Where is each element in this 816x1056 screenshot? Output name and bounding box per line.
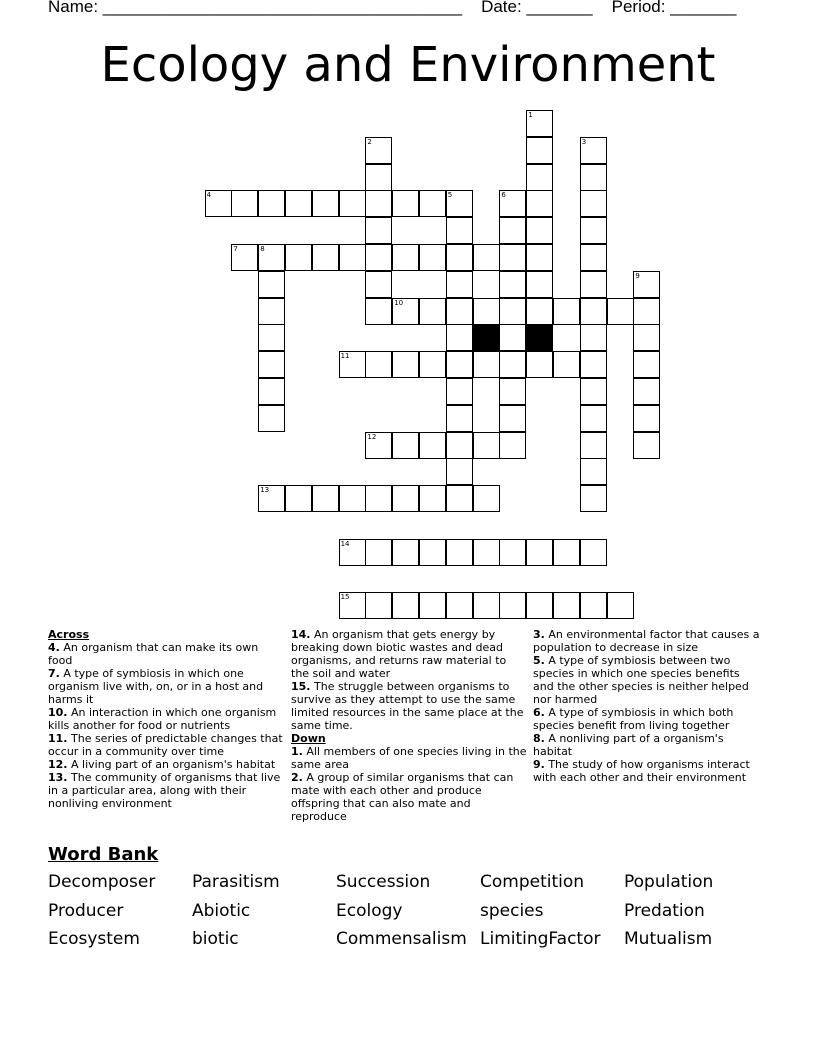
- grid-cell[interactable]: [258, 190, 285, 217]
- clue-number-label: 13.: [48, 771, 68, 784]
- word-bank-item: Producer: [48, 900, 124, 921]
- grid-cell[interactable]: [499, 351, 526, 378]
- clue-number: 1: [528, 111, 533, 119]
- grid-cell[interactable]: [419, 592, 446, 619]
- grid-cell[interactable]: [419, 244, 446, 271]
- grid-cell[interactable]: [633, 298, 660, 325]
- word-bank-item: Population: [624, 872, 714, 892]
- grid-cell[interactable]: [580, 539, 607, 566]
- grid-cell[interactable]: [580, 298, 607, 325]
- grid-cell[interactable]: [365, 244, 392, 271]
- clue-number-label: 9.: [533, 758, 545, 771]
- clue-number: 11: [340, 352, 350, 361]
- clue-number-label: 8.: [533, 732, 545, 745]
- grid-cell[interactable]: [392, 539, 419, 566]
- clue-number: 15: [340, 593, 350, 602]
- grid-cell[interactable]: [446, 458, 473, 485]
- clue-text: The study of how organisms interact with each other and their environment: [533, 758, 750, 784]
- grid-cell[interactable]: [205, 190, 232, 217]
- grid-cell[interactable]: [446, 351, 473, 378]
- grid-cell[interactable]: [526, 539, 553, 566]
- grid-cell[interactable]: [580, 217, 607, 244]
- clue-text: All members of one species living in the same area: [291, 745, 527, 771]
- clue-number-label: 10.: [48, 706, 68, 719]
- grid-cell[interactable]: [446, 217, 473, 244]
- grid-cell[interactable]: [580, 432, 607, 459]
- clues-column-2: [291, 628, 527, 823]
- grid-cell[interactable]: [446, 244, 473, 271]
- clue-text: An environmental factor that causes a population to decrease in size: [533, 628, 760, 654]
- grid-cell[interactable]: [633, 405, 660, 432]
- down-clue: [533, 732, 763, 758]
- clue-number-label: 15.: [291, 680, 311, 693]
- grid-cell[interactable]: [258, 324, 285, 351]
- grid-cell[interactable]: [526, 217, 553, 244]
- grid-cell[interactable]: [446, 432, 473, 459]
- grid-cell[interactable]: [392, 190, 419, 217]
- word-bank-item: Ecology: [336, 900, 403, 921]
- grid-cell[interactable]: [312, 190, 339, 217]
- word-bank-item: Competition: [480, 872, 585, 892]
- clue-number: 2: [367, 137, 372, 146]
- grid-cell[interactable]: [365, 217, 392, 244]
- date-label: Date:: [481, 0, 527, 16]
- grid-cell[interactable]: [419, 351, 446, 378]
- grid-cell[interactable]: [419, 190, 446, 217]
- grid-cell[interactable]: [231, 244, 258, 271]
- grid-cell[interactable]: [580, 485, 607, 512]
- grid-cell[interactable]: [258, 485, 285, 512]
- grid-cell[interactable]: [499, 244, 526, 271]
- grid-cell[interactable]: [607, 298, 634, 325]
- clue-number: 5: [447, 191, 453, 200]
- word-bank-item: species: [480, 900, 544, 921]
- grid-cell[interactable]: [446, 378, 473, 405]
- clue-text: A type of symbiosis in which one organism live with, on, or in a host and harms it: [48, 667, 264, 706]
- grid-cell[interactable]: [446, 271, 473, 298]
- black-cell: [526, 324, 553, 351]
- grid-cell[interactable]: [258, 405, 285, 432]
- clue-number: 4: [206, 191, 212, 200]
- grid-cell[interactable]: [339, 351, 366, 378]
- grid-cell[interactable]: [365, 298, 392, 325]
- grid-cell[interactable]: [365, 190, 392, 217]
- down-clue: [291, 745, 527, 771]
- clue-text: A group of similar organisms that can mate with each other and produce offspring that can also mate and reproduce: [291, 771, 514, 823]
- word-bank-item: Predation: [624, 900, 705, 921]
- grid-cell[interactable]: [473, 244, 500, 271]
- grid-cell[interactable]: [365, 271, 392, 298]
- grid-cell[interactable]: [285, 244, 312, 271]
- page-title: Ecology and Environment: [100, 37, 716, 93]
- grid-cell[interactable]: [580, 351, 607, 378]
- grid-cell[interactable]: [526, 298, 553, 325]
- grid-cell[interactable]: [258, 298, 285, 325]
- grid-cell[interactable]: [473, 351, 500, 378]
- grid-cell[interactable]: [526, 271, 553, 298]
- grid-cell[interactable]: [446, 190, 473, 217]
- grid-cell[interactable]: [499, 271, 526, 298]
- down-clue: [533, 628, 763, 654]
- clue-number-label: 2.: [291, 771, 303, 784]
- grid-cell[interactable]: [526, 244, 553, 271]
- clue-text: A type of symbiosis between two species in which one species benefits and the other species is neither helped nor harmed: [533, 654, 749, 706]
- down-heading: Down: [291, 732, 326, 745]
- grid-cell[interactable]: [553, 351, 580, 378]
- clue-text: A nonliving part of a organism's habitat: [533, 732, 724, 758]
- word-bank-item: Parasitism: [192, 872, 280, 892]
- across-clue: [48, 758, 284, 771]
- grid-cell[interactable]: [473, 298, 500, 325]
- grid-cell[interactable]: [365, 432, 392, 459]
- grid-cell[interactable]: [580, 405, 607, 432]
- clue-number: 6: [501, 191, 506, 200]
- across-clue: [48, 732, 284, 758]
- clue-number-label: 1.: [291, 745, 303, 758]
- grid-cell[interactable]: [339, 244, 366, 271]
- clue-text: The community of organisms that live in a particular area, along with their nonliving environment: [48, 771, 281, 810]
- grid-cell[interactable]: [553, 592, 580, 619]
- clue-text: A type of symbiosis in which both species benefit from living together: [533, 706, 734, 732]
- clue-number: 3: [581, 137, 587, 146]
- clue-number: 10: [394, 298, 404, 307]
- grid-cell[interactable]: [392, 351, 419, 378]
- grid-cell[interactable]: [499, 592, 526, 619]
- grid-cell[interactable]: [285, 190, 312, 217]
- name-field[interactable]: ______________________________________: [102, 0, 463, 16]
- down-clue: [291, 771, 527, 823]
- grid-cell[interactable]: [365, 137, 392, 164]
- grid-cell[interactable]: [580, 190, 607, 217]
- grid-cell[interactable]: [633, 378, 660, 405]
- across-clue: [48, 667, 284, 706]
- grid-cell[interactable]: [580, 458, 607, 485]
- grid-cell[interactable]: [258, 244, 285, 271]
- grid-cell[interactable]: [365, 485, 392, 512]
- grid-cell[interactable]: [473, 592, 500, 619]
- word-bank-item: Succession: [336, 872, 431, 892]
- grid-cell[interactable]: [580, 592, 607, 619]
- down-clue: [533, 706, 763, 732]
- clue-number-label: 6.: [533, 706, 545, 719]
- clue-text: A living part of an organism's habitat: [67, 758, 276, 771]
- across-clue: [48, 706, 284, 732]
- period-field[interactable]: _______: [670, 0, 737, 16]
- grid-cell[interactable]: [285, 485, 312, 512]
- grid-cell[interactable]: [339, 485, 366, 512]
- grid-cell[interactable]: [553, 298, 580, 325]
- grid-cell[interactable]: [446, 298, 473, 325]
- clue-number-label: 11.: [48, 732, 68, 745]
- grid-cell[interactable]: [339, 539, 366, 566]
- word-bank-item: LimitingFactor: [480, 929, 601, 949]
- grid-cell[interactable]: [499, 432, 526, 459]
- grid-cell[interactable]: [365, 351, 392, 378]
- grid-cell[interactable]: [312, 244, 339, 271]
- clue-number-label: 14.: [291, 628, 311, 641]
- grid-cell[interactable]: [633, 432, 660, 459]
- grid-cell[interactable]: [446, 539, 473, 566]
- name-label: Name:: [48, 0, 103, 16]
- grid-cell[interactable]: [499, 298, 526, 325]
- across-clue: [48, 641, 284, 667]
- grid-cell[interactable]: [580, 324, 607, 351]
- clue-number-label: 4.: [48, 641, 60, 654]
- clue-text: An interaction in which one organism kills another for food or nutrients: [48, 706, 277, 732]
- grid-cell[interactable]: [580, 271, 607, 298]
- word-bank-item: biotic: [192, 929, 239, 949]
- word-bank-item: Decomposer: [48, 872, 156, 892]
- grid-cell[interactable]: [339, 592, 366, 619]
- grid-cell[interactable]: [419, 298, 446, 325]
- grid-cell[interactable]: [392, 298, 419, 325]
- grid-cell[interactable]: [526, 190, 553, 217]
- grid-cell[interactable]: [258, 271, 285, 298]
- clue-number-label: 7.: [48, 667, 60, 680]
- grid-cell[interactable]: [473, 485, 500, 512]
- clue-text: An organism that can make its own food: [48, 641, 259, 667]
- grid-cell[interactable]: [526, 110, 553, 137]
- word-bank-item: Abiotic: [192, 900, 251, 921]
- grid-cell[interactable]: [526, 592, 553, 619]
- grid-cell[interactable]: [365, 539, 392, 566]
- grid-cell[interactable]: [392, 592, 419, 619]
- grid-cell[interactable]: [499, 190, 526, 217]
- across-clue: [291, 680, 527, 732]
- clue-number: 13: [260, 486, 270, 495]
- grid-cell[interactable]: [633, 324, 660, 351]
- grid-cell[interactable]: [633, 271, 660, 298]
- grid-cell[interactable]: [339, 190, 366, 217]
- across-clue: [291, 628, 527, 680]
- word-bank-item: Commensalism: [336, 929, 467, 949]
- clue-text: The series of predictable changes that occur in a community over time: [48, 732, 283, 758]
- grid-cell[interactable]: [526, 137, 553, 164]
- clue-text: The struggle between organisms to survive as they attempt to use the same limited resources in the same place at the same time.: [291, 680, 524, 732]
- grid-cell[interactable]: [365, 164, 392, 191]
- grid-cell[interactable]: [446, 485, 473, 512]
- grid-cell[interactable]: [419, 485, 446, 512]
- clues-column-1: [48, 628, 284, 810]
- clue-number-label: 5.: [533, 654, 545, 667]
- clue-text: An organism that gets energy by breaking down biotic wastes and dead organisms, and returns raw material to the soil and water: [291, 628, 507, 680]
- grid-cell[interactable]: [312, 485, 339, 512]
- clue-number: 14: [340, 539, 350, 548]
- clue-number: 12: [367, 432, 377, 441]
- grid-cell[interactable]: [499, 217, 526, 244]
- grid-cell[interactable]: [499, 378, 526, 405]
- clue-number: 9: [635, 271, 640, 280]
- grid-cell[interactable]: [419, 539, 446, 566]
- grid-cell[interactable]: [473, 432, 500, 459]
- across-heading: Across: [48, 628, 90, 641]
- grid-cell[interactable]: [365, 592, 392, 619]
- word-bank-title: Word Bank: [48, 844, 159, 865]
- grid-cell[interactable]: [446, 324, 473, 351]
- clue-number-label: 3.: [533, 628, 545, 641]
- grid-cell[interactable]: [392, 485, 419, 512]
- grid-cell[interactable]: [473, 539, 500, 566]
- word-bank-item: Ecosystem: [48, 929, 140, 949]
- grid-cell[interactable]: [526, 164, 553, 191]
- date-field[interactable]: _______: [526, 0, 593, 16]
- grid-cell[interactable]: [392, 432, 419, 459]
- grid-cell[interactable]: [580, 164, 607, 191]
- grid-cell[interactable]: [231, 190, 258, 217]
- black-cell: [473, 324, 500, 351]
- grid-cell[interactable]: [392, 244, 419, 271]
- grid-cell[interactable]: [446, 405, 473, 432]
- grid-cell[interactable]: [499, 324, 526, 351]
- grid-cell[interactable]: [499, 405, 526, 432]
- grid-cell[interactable]: [526, 351, 553, 378]
- grid-cell[interactable]: [258, 378, 285, 405]
- grid-cell[interactable]: [580, 137, 607, 164]
- clue-number-label: 12.: [48, 758, 68, 771]
- period-label: Period:: [611, 0, 671, 16]
- grid-cell[interactable]: [553, 539, 580, 566]
- clue-number: 7: [233, 245, 238, 253]
- grid-cell[interactable]: [499, 539, 526, 566]
- grid-cell[interactable]: [580, 378, 607, 405]
- grid-cell[interactable]: [580, 244, 607, 271]
- grid-cell[interactable]: [633, 351, 660, 378]
- word-bank-item: Mutualism: [624, 929, 713, 949]
- down-clue: [533, 758, 763, 784]
- clue-number: 8: [260, 245, 265, 253]
- grid-cell[interactable]: [446, 592, 473, 619]
- grid-cell[interactable]: [258, 351, 285, 378]
- clues-column-3: [533, 628, 763, 784]
- grid-cell[interactable]: [419, 432, 446, 459]
- down-clue: [533, 654, 763, 706]
- grid-cell[interactable]: [607, 592, 634, 619]
- across-clue: [48, 771, 284, 810]
